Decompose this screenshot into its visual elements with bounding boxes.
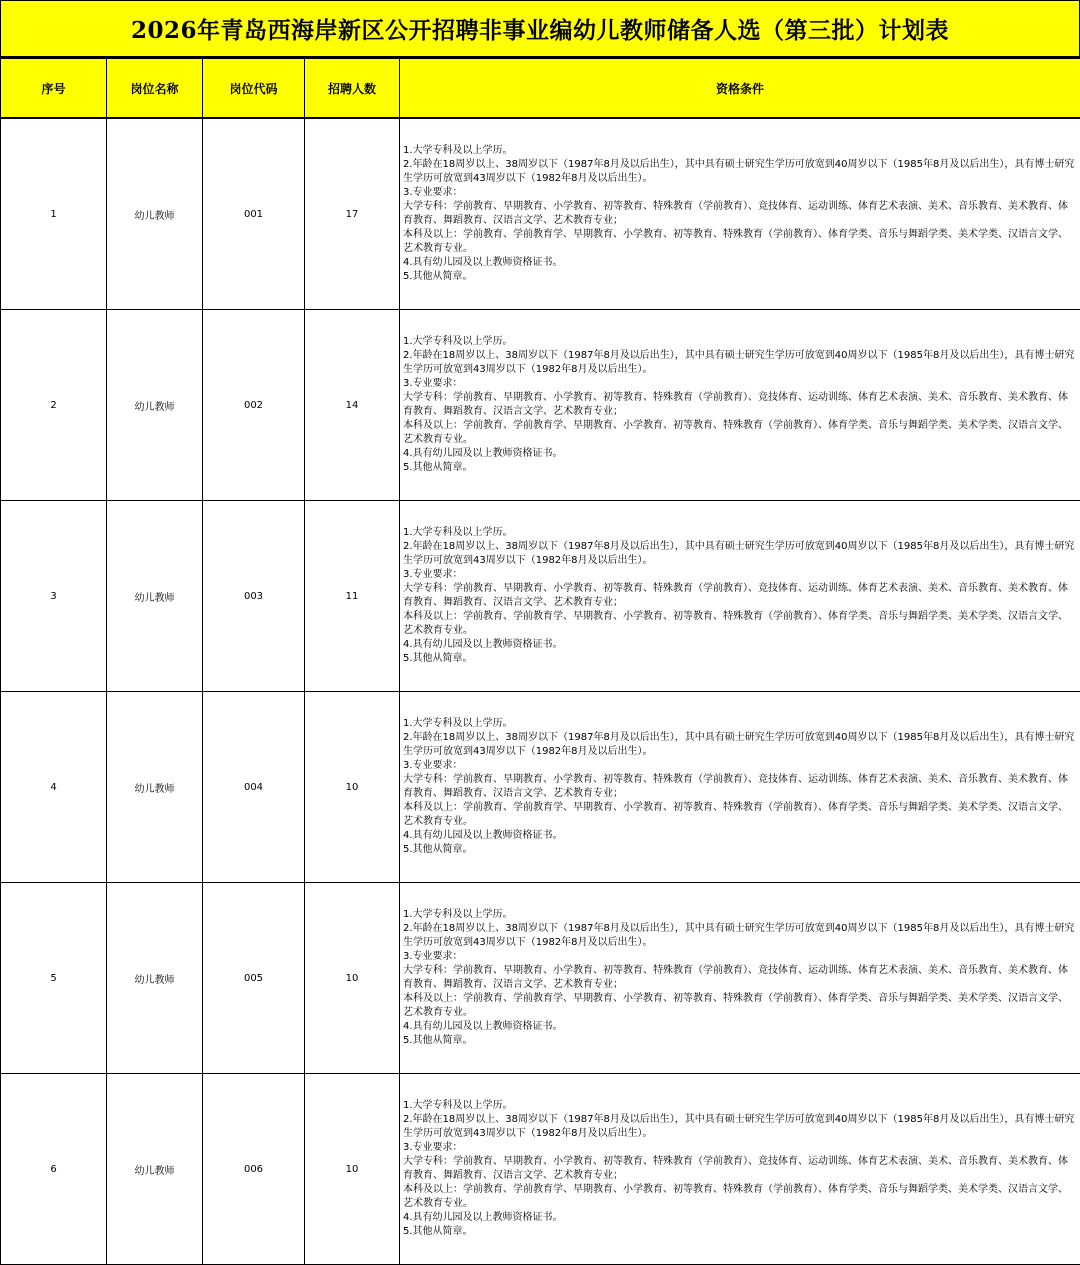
- qualification-line: 2.年龄在18周岁以上、38周岁以下（1987年8月及以后出生），其中具有硕士研究生学历可放宽到40周岁以下（1985年8月及以后出生），具有博士研究生学历可放宽到43周岁以下（1982年8月及以后出生）。: [403, 349, 1076, 377]
- qualification-line: 大学专科：学前教育、早期教育、小学教育、初等教育、特殊教育（学前教育）、竞技体育、运动训练、体育艺术表演、美术、音乐教育、美术教育、体育教育、舞蹈教育、汉语言文学、艺术教育专业；: [403, 582, 1076, 610]
- qualification-line: 3.专业要求：: [403, 568, 1076, 582]
- qualification-line: 5.其他从简章。: [403, 1034, 1076, 1048]
- qualification-line: 5.其他从简章。: [403, 843, 1076, 857]
- qualification-line: 3.专业要求：: [403, 377, 1076, 391]
- cell-seq: 5: [1, 883, 107, 1074]
- qualification-line: 本科及以上：学前教育、学前教育学、早期教育、小学教育、初等教育、特殊教育（学前教育）、体育学类、音乐与舞蹈学类、美术学类、汉语言文学、艺术教育专业。: [403, 419, 1076, 447]
- qualification-line: 大学专科：学前教育、早期教育、小学教育、初等教育、特殊教育（学前教育）、竞技体育、运动训练、体育艺术表演、美术、音乐教育、美术教育、体育教育、舞蹈教育、汉语言文学、艺术教育专业；: [403, 773, 1076, 801]
- table-row: [1, 118, 1080, 310]
- cell-qualifications: [400, 1074, 1080, 1265]
- cell-seq: 2: [1, 310, 107, 501]
- qualification-line: 大学专科：学前教育、早期教育、小学教育、初等教育、特殊教育（学前教育）、竞技体育、运动训练、体育艺术表演、美术、音乐教育、美术教育、体育教育、舞蹈教育、汉语言文学、艺术教育专业；: [403, 200, 1076, 228]
- qualification-line: 2.年龄在18周岁以上、38周岁以下（1987年8月及以后出生），其中具有硕士研究生学历可放宽到40周岁以下（1985年8月及以后出生），具有博士研究生学历可放宽到43周岁以下（1982年8月及以后出生）。: [403, 731, 1076, 759]
- qualification-line: 5.其他从简章。: [403, 652, 1076, 666]
- cell-qualifications: [400, 883, 1080, 1074]
- qualification-line: 本科及以上：学前教育、学前教育学、早期教育、小学教育、初等教育、特殊教育（学前教育）、体育学类、音乐与舞蹈学类、美术学类、汉语言文学、艺术教育专业。: [403, 610, 1076, 638]
- qualification-line: 大学专科：学前教育、早期教育、小学教育、初等教育、特殊教育（学前教育）、竞技体育、运动训练、体育艺术表演、美术、音乐教育、美术教育、体育教育、舞蹈教育、汉语言文学、艺术教育专业；: [403, 391, 1076, 419]
- cell-recruit-count: 10: [305, 1074, 400, 1265]
- qualification-line: 本科及以上：学前教育、学前教育学、早期教育、小学教育、初等教育、特殊教育（学前教育）、体育学类、音乐与舞蹈学类、美术学类、汉语言文学、艺术教育专业。: [403, 1183, 1076, 1211]
- qualification-line: 4.具有幼儿园及以上教师资格证书。: [403, 638, 1076, 652]
- qualification-line: 4.具有幼儿园及以上教师资格证书。: [403, 829, 1076, 843]
- qualification-line: 1.大学专科及以上学历。: [403, 1099, 1076, 1113]
- cell-seq: 3: [1, 501, 107, 692]
- cell-recruit-count: 10: [305, 883, 400, 1074]
- cell-position-name: 幼儿教师: [107, 501, 203, 692]
- qualification-line: 大学专科：学前教育、早期教育、小学教育、初等教育、特殊教育（学前教育）、竞技体育、运动训练、体育艺术表演、美术、音乐教育、美术教育、体育教育、舞蹈教育、汉语言文学、艺术教育专业；: [403, 1155, 1076, 1183]
- qualification-line: 1.大学专科及以上学历。: [403, 335, 1076, 349]
- cell-seq: 4: [1, 692, 107, 883]
- qualification-line: 1.大学专科及以上学历。: [403, 717, 1076, 731]
- header-row: [1, 59, 1080, 119]
- qualification-line: 4.具有幼儿园及以上教师资格证书。: [403, 256, 1076, 270]
- qualification-line: 2.年龄在18周岁以上、38周岁以下（1987年8月及以后出生），其中具有硕士研究生学历可放宽到40周岁以下（1985年8月及以后出生），具有博士研究生学历可放宽到43周岁以下（1982年8月及以后出生）。: [403, 158, 1076, 186]
- cell-recruit-count: 10: [305, 692, 400, 883]
- qualification-line: 4.具有幼儿园及以上教师资格证书。: [403, 1020, 1076, 1034]
- cell-position-name: 幼儿教师: [107, 310, 203, 501]
- cell-position-code: 002: [203, 310, 305, 501]
- qualification-line: 1.大学专科及以上学历。: [403, 526, 1076, 540]
- qualification-line: 4.具有幼儿园及以上教师资格证书。: [403, 1211, 1076, 1225]
- cell-seq: 1: [1, 118, 107, 310]
- cell-position-name: 幼儿教师: [107, 118, 203, 310]
- table-row: [1, 501, 1080, 692]
- qualification-line: 1.大学专科及以上学历。: [403, 144, 1076, 158]
- qualification-line: 2.年龄在18周岁以上、38周岁以下（1987年8月及以后出生），其中具有硕士研究生学历可放宽到40周岁以下（1985年8月及以后出生），具有博士研究生学历可放宽到43周岁以下（1982年8月及以后出生）。: [403, 1113, 1076, 1141]
- qualification-line: 5.其他从简章。: [403, 1225, 1076, 1239]
- cell-seq: 6: [1, 1074, 107, 1265]
- cell-position-code: 004: [203, 692, 305, 883]
- cell-position-code: 005: [203, 883, 305, 1074]
- cell-recruit-count: 14: [305, 310, 400, 501]
- header-seq: 序号: [1, 59, 107, 119]
- cell-recruit-count: 11: [305, 501, 400, 692]
- header-recruit-count: 招聘人数: [305, 59, 400, 119]
- table-row: [1, 1074, 1080, 1265]
- cell-recruit-count: 17: [305, 118, 400, 310]
- cell-qualifications: [400, 501, 1080, 692]
- header-qualifications: 资格条件: [400, 59, 1080, 119]
- cell-position-name: 幼儿教师: [107, 692, 203, 883]
- qualification-line: 3.专业要求：: [403, 1141, 1076, 1155]
- qualification-line: 3.专业要求：: [403, 186, 1076, 200]
- cell-position-code: 001: [203, 118, 305, 310]
- cell-position-name: 幼儿教师: [107, 883, 203, 1074]
- qualification-line: 5.其他从简章。: [403, 461, 1076, 475]
- qualification-line: 本科及以上：学前教育、学前教育学、早期教育、小学教育、初等教育、特殊教育（学前教育）、体育学类、音乐与舞蹈学类、美术学类、汉语言文学、艺术教育专业。: [403, 228, 1076, 256]
- table-row: [1, 692, 1080, 883]
- cell-position-code: 003: [203, 501, 305, 692]
- header-position-name: 岗位名称: [107, 59, 203, 119]
- qualification-line: 大学专科：学前教育、早期教育、小学教育、初等教育、特殊教育（学前教育）、竞技体育、运动训练、体育艺术表演、美术、音乐教育、美术教育、体育教育、舞蹈教育、汉语言文学、艺术教育专业；: [403, 964, 1076, 992]
- qualification-line: 本科及以上：学前教育、学前教育学、早期教育、小学教育、初等教育、特殊教育（学前教育）、体育学类、音乐与舞蹈学类、美术学类、汉语言文学、艺术教育专业。: [403, 801, 1076, 829]
- qualification-line: 3.专业要求：: [403, 950, 1076, 964]
- table-row: [1, 883, 1080, 1074]
- cell-qualifications: [400, 310, 1080, 501]
- page-title: 2026年青岛西海岸新区公开招聘非事业编幼儿教师储备人选（第三批）计划表: [0, 0, 1080, 58]
- cell-qualifications: [400, 692, 1080, 883]
- qualification-line: 2.年龄在18周岁以上、38周岁以下（1987年8月及以后出生），其中具有硕士研究生学历可放宽到40周岁以下（1985年8月及以后出生），具有博士研究生学历可放宽到43周岁以下（1982年8月及以后出生）。: [403, 922, 1076, 950]
- qualification-line: 4.具有幼儿园及以上教师资格证书。: [403, 447, 1076, 461]
- qualification-line: 5.其他从简章。: [403, 270, 1076, 284]
- qualification-line: 2.年龄在18周岁以上、38周岁以下（1987年8月及以后出生），其中具有硕士研究生学历可放宽到40周岁以下（1985年8月及以后出生），具有博士研究生学历可放宽到43周岁以下（1982年8月及以后出生）。: [403, 540, 1076, 568]
- table-row: [1, 310, 1080, 501]
- header-position-code: 岗位代码: [203, 59, 305, 119]
- recruitment-table: [0, 58, 1080, 1265]
- cell-position-name: 幼儿教师: [107, 1074, 203, 1265]
- cell-position-code: 006: [203, 1074, 305, 1265]
- qualification-line: 3.专业要求：: [403, 759, 1076, 773]
- qualification-line: 本科及以上：学前教育、学前教育学、早期教育、小学教育、初等教育、特殊教育（学前教育）、体育学类、音乐与舞蹈学类、美术学类、汉语言文学、艺术教育专业。: [403, 992, 1076, 1020]
- qualification-line: 1.大学专科及以上学历。: [403, 908, 1076, 922]
- cell-qualifications: [400, 118, 1080, 310]
